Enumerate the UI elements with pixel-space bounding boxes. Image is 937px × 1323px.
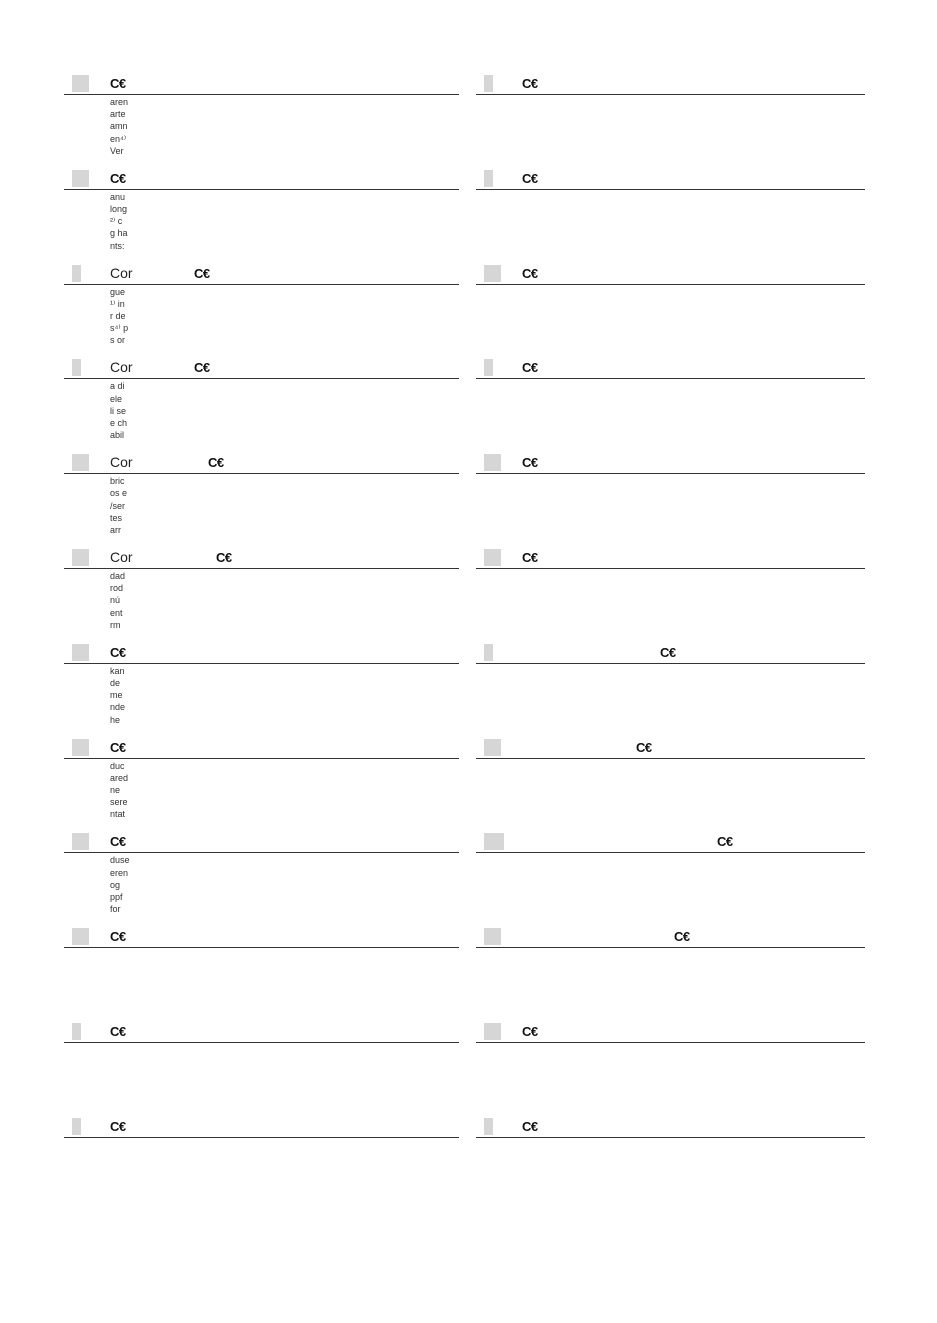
section-header <box>64 927 459 948</box>
section-header <box>64 1022 459 1043</box>
text-line: g ha <box>110 228 128 239</box>
text-line: e ch <box>110 418 128 428</box>
left-declaration-section <box>64 264 459 359</box>
ce-mark-icon: C€ <box>674 929 690 945</box>
section-header <box>64 548 459 569</box>
section-header <box>64 264 459 285</box>
section-text <box>110 665 128 726</box>
text-line: os e <box>110 488 128 499</box>
country-flag-icon <box>484 1023 501 1040</box>
ce-mark-icon: C€ <box>110 1118 126 1134</box>
country-flag-icon <box>72 1023 81 1040</box>
text-line: sere <box>110 797 128 808</box>
ce-mark-icon: C€ <box>522 549 538 565</box>
text-line: eren <box>110 867 129 878</box>
ce-mark-icon: C€ <box>110 929 126 945</box>
ce-mark-icon: C€ <box>110 739 126 755</box>
section-header <box>64 358 459 379</box>
right-declaration-section <box>476 643 865 738</box>
text-line: li se <box>110 405 127 416</box>
left-declaration-section <box>64 1117 459 1212</box>
text-line: anu <box>110 191 126 202</box>
text-line: de <box>110 677 121 688</box>
country-flag-icon <box>484 928 501 945</box>
text-line: ²⁾ c <box>110 216 123 227</box>
text-line: a di <box>110 381 125 392</box>
text-line: amn <box>110 121 128 132</box>
country-flag-icon <box>484 1118 493 1135</box>
text-line: ared <box>110 772 129 783</box>
text-line: rod <box>110 583 124 594</box>
text-line: tes <box>110 512 123 523</box>
left-column <box>64 74 459 1212</box>
text-line: ent <box>110 607 123 618</box>
text-line: og <box>110 879 121 890</box>
left-declaration-section <box>64 1022 459 1117</box>
text-line: Ver <box>110 145 124 156</box>
section-header <box>476 358 865 379</box>
section-header <box>476 832 865 853</box>
section-title: Cor <box>110 548 133 565</box>
text-line: duse <box>110 855 130 866</box>
section-header <box>476 643 865 664</box>
section-header <box>476 1117 865 1138</box>
text-line: en⁴⁾ <box>110 133 127 144</box>
section-title: Cor <box>110 264 133 281</box>
country-flag-icon <box>72 928 89 945</box>
section-header <box>64 1117 459 1138</box>
country-flag-icon <box>72 833 89 850</box>
section-text <box>110 191 128 252</box>
text-line: kan <box>110 665 125 676</box>
text-line: long <box>110 204 128 214</box>
country-flag-icon <box>72 359 81 376</box>
right-declaration-section <box>476 169 865 264</box>
country-flag-icon <box>72 549 89 566</box>
section-header <box>476 927 865 948</box>
left-declaration-section <box>64 927 459 1022</box>
country-flag-icon <box>484 454 501 471</box>
country-flag-icon <box>72 739 89 756</box>
ce-mark-icon: C€ <box>194 265 210 281</box>
text-line: ne <box>110 784 121 795</box>
ce-mark-icon: C€ <box>522 360 538 376</box>
text-line: nú <box>110 595 121 606</box>
section-text <box>110 475 128 536</box>
text-line: abil <box>110 430 125 441</box>
text-line: ele <box>110 393 123 404</box>
ce-mark-icon: C€ <box>110 834 126 850</box>
ce-mark-icon: C€ <box>194 360 210 376</box>
ce-mark-icon: C€ <box>208 455 224 471</box>
text-line: duc <box>110 760 125 771</box>
section-header <box>64 643 459 664</box>
section-title: Cor <box>110 359 133 376</box>
text-line: s⁴⁾ p <box>110 323 129 334</box>
ce-mark-icon: C€ <box>522 1023 538 1039</box>
section-header <box>64 832 459 853</box>
text-line: /ser <box>110 500 126 511</box>
ce-mark-icon: C€ <box>717 834 733 850</box>
country-flag-icon <box>484 170 493 187</box>
ce-mark-icon: C€ <box>110 76 126 91</box>
section-header <box>64 169 459 190</box>
right-column <box>476 74 865 1212</box>
text-line: gue <box>110 286 126 297</box>
left-declaration-section <box>64 738 459 833</box>
section-text <box>110 380 128 441</box>
ce-mark-icon: C€ <box>110 170 126 186</box>
section-header <box>476 548 865 569</box>
text-line: arr <box>110 525 121 535</box>
text-line: for <box>110 904 121 915</box>
country-flag-icon <box>484 549 501 566</box>
right-declaration-section <box>476 548 865 643</box>
country-flag-icon <box>484 265 501 282</box>
ce-mark-icon: C€ <box>636 739 652 755</box>
section-header <box>476 74 865 95</box>
ce-mark-icon: C€ <box>522 1118 538 1134</box>
country-flag-icon <box>72 644 89 661</box>
left-declaration-section <box>64 643 459 738</box>
ce-mark-icon: C€ <box>522 170 538 186</box>
section-header <box>476 1022 865 1043</box>
text-line: rm <box>110 619 121 630</box>
right-declaration-section <box>476 832 865 927</box>
section-header <box>476 453 865 474</box>
text-line: nts: <box>110 240 125 251</box>
left-declaration-section <box>64 74 459 169</box>
right-declaration-section <box>476 1117 865 1212</box>
country-flag-icon <box>72 1118 81 1135</box>
country-flag-icon <box>72 170 89 187</box>
left-declaration-section <box>64 548 459 643</box>
left-declaration-section <box>64 832 459 927</box>
right-declaration-section <box>476 264 865 359</box>
right-declaration-section <box>476 453 865 548</box>
ce-mark-icon: C€ <box>110 644 126 660</box>
country-flag-icon <box>72 454 89 471</box>
section-text <box>110 760 128 821</box>
text-line: s or <box>110 335 126 346</box>
section-text <box>110 286 128 347</box>
right-declaration-section <box>476 738 865 833</box>
left-declaration-section <box>64 169 459 264</box>
text-line: arte <box>110 109 126 120</box>
text-line: nde <box>110 702 126 713</box>
section-header <box>64 74 459 95</box>
country-flag-icon <box>484 739 501 756</box>
country-flag-icon <box>484 644 493 661</box>
text-line: ppf <box>110 891 123 902</box>
text-line: me <box>110 690 123 701</box>
country-flag-icon <box>484 359 493 376</box>
right-declaration-section <box>476 1022 865 1117</box>
ce-mark-icon: C€ <box>660 644 676 660</box>
ce-mark-icon: C€ <box>522 76 538 91</box>
left-declaration-section <box>64 453 459 548</box>
ce-mark-icon: C€ <box>522 455 538 471</box>
right-declaration-section <box>476 358 865 453</box>
text-line: dad <box>110 570 126 581</box>
section-title: Cor <box>110 454 133 471</box>
ce-mark-icon: C€ <box>216 549 232 565</box>
section-header <box>476 738 865 759</box>
section-header <box>64 738 459 759</box>
text-line: r de <box>110 311 126 321</box>
text-line: ¹⁾ in <box>110 298 125 309</box>
text-line: he <box>110 714 121 725</box>
left-declaration-section <box>64 358 459 453</box>
country-flag-icon <box>72 75 89 92</box>
ce-mark-icon: C€ <box>110 1023 126 1039</box>
text-line: ntat <box>110 809 126 820</box>
section-header <box>476 264 865 285</box>
country-flag-icon <box>484 833 504 850</box>
section-text <box>110 854 128 915</box>
section-text <box>110 96 128 157</box>
country-flag-icon <box>72 265 81 282</box>
text-line: bric <box>110 476 125 487</box>
section-header <box>64 453 459 474</box>
right-declaration-section <box>476 927 865 1022</box>
section-header <box>476 169 865 190</box>
section-text <box>110 570 128 631</box>
text-line: aren <box>110 97 129 107</box>
ce-mark-icon: C€ <box>522 265 538 281</box>
right-declaration-section <box>476 74 865 169</box>
country-flag-icon <box>484 75 493 92</box>
